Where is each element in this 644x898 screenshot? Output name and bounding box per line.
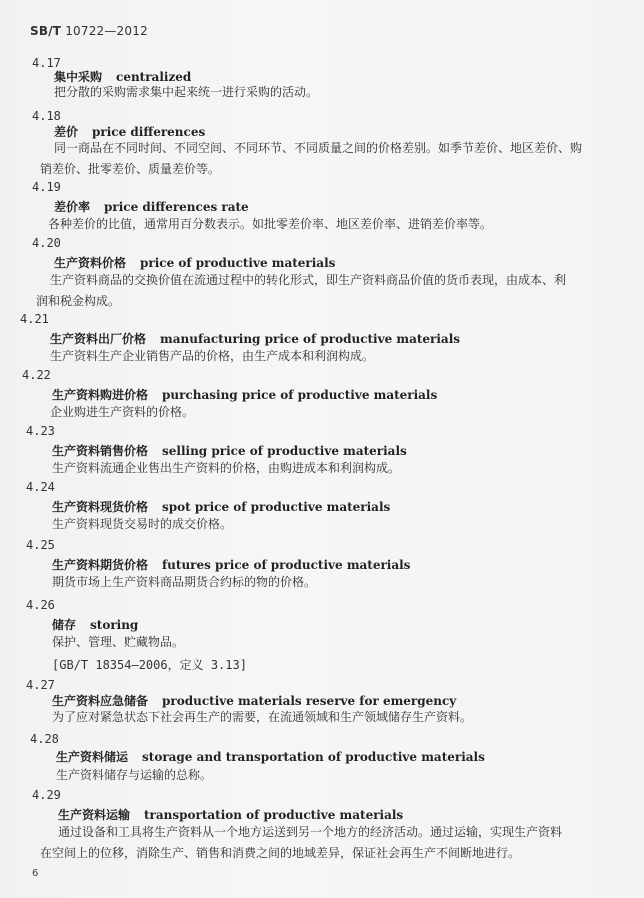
term-zh: 生产资料价格 xyxy=(54,256,127,270)
definition-line: 保护、管理、贮藏物品。 xyxy=(52,635,185,649)
term-en: productive materials reserve for emergency xyxy=(162,694,457,708)
definition-line: 生产资料生产企业销售产品的价格，由生产成本和利润构成。 xyxy=(50,349,375,363)
definition xyxy=(50,346,374,367)
definition-line: 期货市场上生产资料商品期货合约标的物的价格。 xyxy=(52,575,317,589)
definition-line: 为了应对紧急状态下社会再生产的需要，在流通领域和生产领域储存生产资料。 xyxy=(52,710,473,724)
term-en: purchasing price of productive materials xyxy=(162,388,438,402)
term-heading xyxy=(56,748,485,765)
entry-number: 4.21 xyxy=(20,312,49,326)
entry-number: 4.17 xyxy=(32,56,61,70)
term-en: transportation of productive materials xyxy=(144,808,404,822)
definition-line: 同一商品在不同时间、不同空间、不同环节、不同质量之间的价格差别。如季节差价、地区差价、购 xyxy=(54,141,583,155)
standard-code: SB/T xyxy=(30,24,62,38)
term-heading xyxy=(52,498,390,515)
term-en: futures price of productive materials xyxy=(162,558,411,572)
term-zh: 生产资料储运 xyxy=(56,750,129,764)
definition xyxy=(50,402,194,423)
term-en: price differences rate xyxy=(104,200,249,214)
definition xyxy=(52,632,184,653)
definition xyxy=(52,458,400,479)
term-en: centralized xyxy=(116,70,192,84)
entry-number: 4.26 xyxy=(26,598,55,612)
entry-number: 4.27 xyxy=(26,678,55,692)
reference-citation: [GB/T 18354—2006，定义 3.13] xyxy=(52,658,247,672)
definition xyxy=(56,765,212,786)
term-zh: 生产资料购进价格 xyxy=(52,388,149,402)
term-zh: 生产资料运输 xyxy=(58,808,131,822)
term-en: price differences xyxy=(92,125,206,139)
entry-number: 4.24 xyxy=(26,480,55,494)
term-heading xyxy=(54,198,249,215)
definition-line: 各种差价的比值，通常用百分数表示。如批零差价率、地区差价率、进销差价率等。 xyxy=(48,217,493,231)
page-number: 6 xyxy=(32,868,39,879)
standard-number: 10722—2012 xyxy=(65,24,148,38)
definition-line: 生产资料流通企业售出生产资料的价格，由购进成本和利润构成。 xyxy=(52,461,401,475)
definition xyxy=(40,138,582,180)
definition-line: 在空间上的位移，消除生产、销售和消费之间的地域差异，保证社会再生产不间断地进行。 xyxy=(40,846,521,860)
entry-number: 4.23 xyxy=(26,424,55,438)
entry-number: 4.29 xyxy=(32,788,61,802)
definition xyxy=(48,214,492,235)
term-zh: 差价率 xyxy=(54,200,91,214)
definition xyxy=(36,270,566,312)
definition xyxy=(52,707,472,728)
definition-line: 生产资料储存与运输的总称。 xyxy=(56,768,213,782)
term-heading xyxy=(52,442,407,459)
definition-line: 销差价、批零差价、质量差价等。 xyxy=(40,162,221,176)
term-en: storage and transportation of productive materials xyxy=(142,750,485,764)
term-zh: 差价 xyxy=(54,125,79,139)
term-heading xyxy=(58,806,403,823)
term-zh: 生产资料应急储备 xyxy=(52,694,149,708)
definition-line: 生产资料商品的交换价值在流通过程中的转化形式，即生产资料商品价值的货币表现，由成本、利 xyxy=(50,273,567,287)
term-heading xyxy=(52,616,138,633)
term-zh: 储存 xyxy=(52,618,77,632)
term-heading xyxy=(52,386,437,403)
definition xyxy=(40,822,562,864)
term-en: price of productive materials xyxy=(140,256,336,270)
term-zh: 集中采购 xyxy=(54,70,103,84)
definition xyxy=(52,514,232,535)
definition-line: 生产资料现货交易时的成交价格。 xyxy=(52,517,233,531)
term-zh: 生产资料出厂价格 xyxy=(50,332,147,346)
term-zh: 生产资料期货价格 xyxy=(52,558,149,572)
page-header xyxy=(30,24,148,38)
definition-line: 把分散的采购需求集中起来统一进行采购的活动。 xyxy=(54,85,319,99)
entry-number: 4.18 xyxy=(32,109,61,123)
definition-line: 企业购进生产资料的价格。 xyxy=(50,405,195,419)
term-heading xyxy=(52,556,410,573)
definition xyxy=(54,82,318,103)
definition-line: 润和税金构成。 xyxy=(36,294,121,308)
term-heading xyxy=(50,330,460,347)
definition-line: 通过设备和工具将生产资料从一个地方运送到另一个地方的经济活动。通过运输，实现生产资料 xyxy=(58,825,563,839)
entry-number: 4.25 xyxy=(26,538,55,552)
term-en: manufacturing price of productive materials xyxy=(160,332,461,346)
term-zh: 生产资料现货价格 xyxy=(52,500,149,514)
entry-number: 4.22 xyxy=(22,368,51,382)
term-heading xyxy=(54,254,335,271)
term-en: storing xyxy=(90,618,139,632)
term-en: spot price of productive materials xyxy=(162,500,391,514)
entry-number: 4.28 xyxy=(30,732,59,746)
term-zh: 生产资料销售价格 xyxy=(52,444,149,458)
term-en: selling price of productive materials xyxy=(162,444,407,458)
definition xyxy=(52,572,316,593)
entry-number: 4.19 xyxy=(32,180,61,194)
entry-number: 4.20 xyxy=(32,236,61,250)
